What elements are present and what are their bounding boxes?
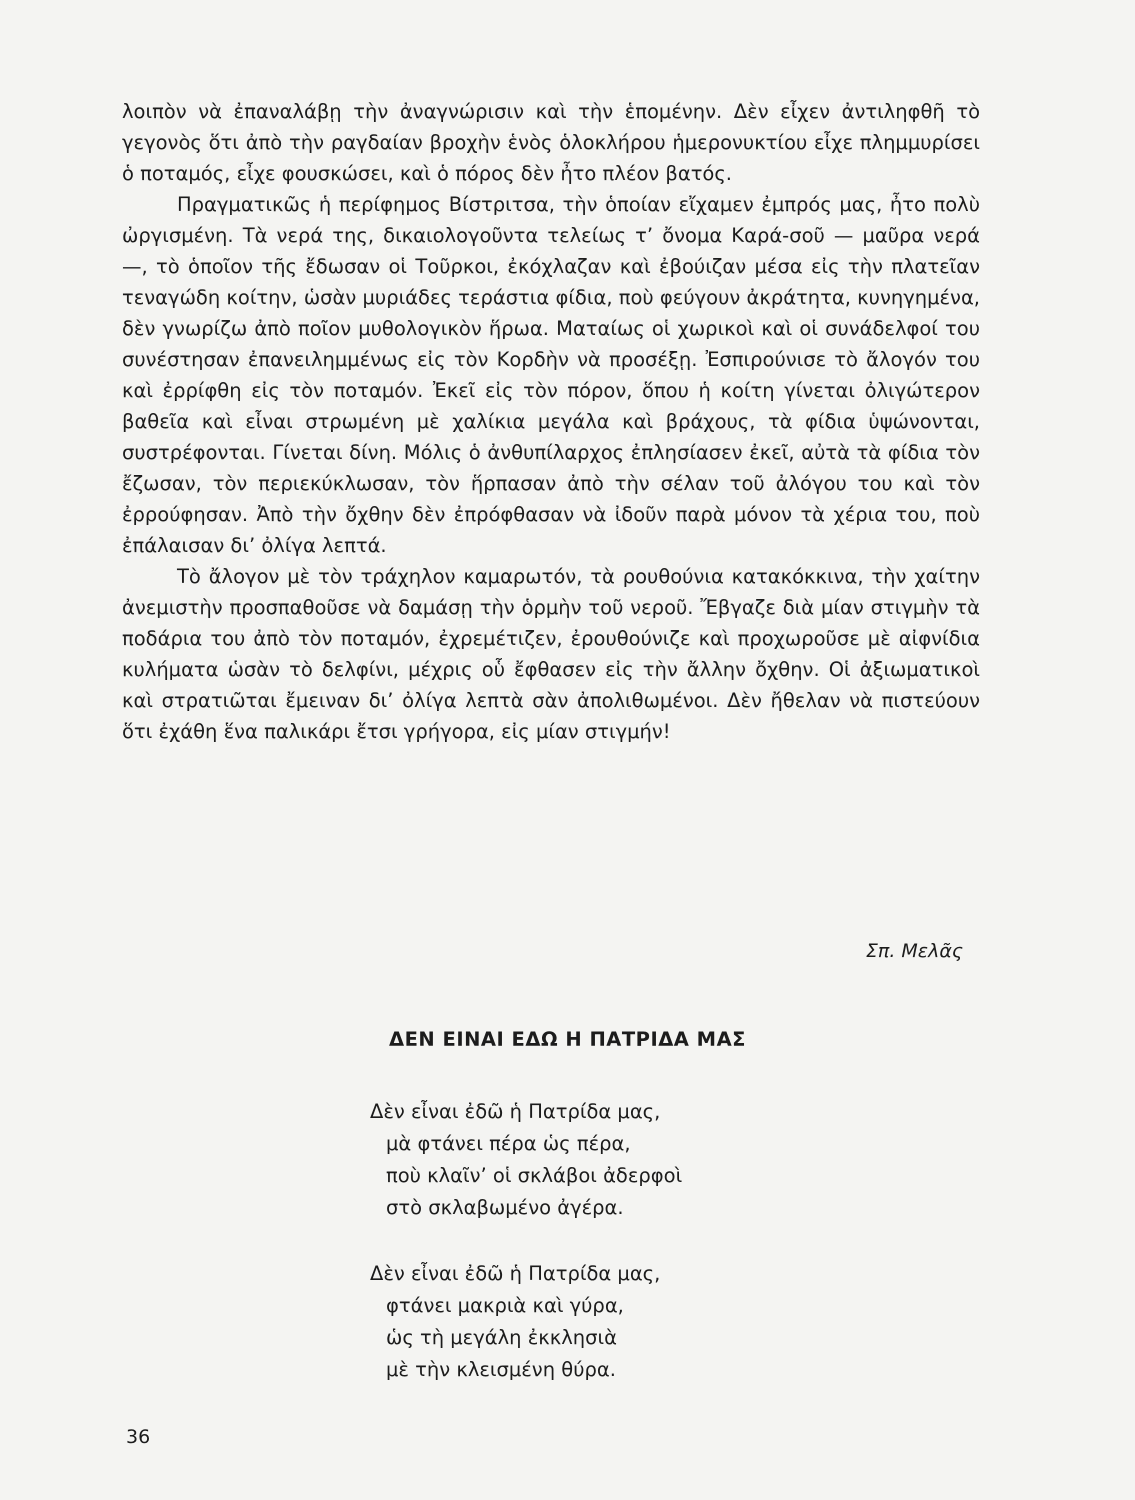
poem-title: ΔΕΝ ΕΙΝΑΙ ΕΔΩ Η ΠΑΤΡΙΔΑ ΜΑΣ <box>389 1028 746 1051</box>
poem-line: μὲ τὴν κλεισμένη θύρα. <box>386 1358 616 1381</box>
poem-line: Δὲν εἶναι ἐδῶ ἡ Πατρίδα μας, <box>370 1262 661 1285</box>
prose-body <box>122 96 980 747</box>
page-number: 36 <box>126 1426 151 1448</box>
poem-line: Δὲν εἶναι ἐδῶ ἡ Πατρίδα μας, <box>370 1100 661 1123</box>
paragraph-1: λοιπὸν νὰ ἐπαναλάβῃ τὴν ἀναγνώρισιν καὶ τὴν ἑπομένην. Δὲν εἶχεν ἀντιληφθῆ τὸ γεγονὸς ὅτι ἀπὸ τὴν ραγδαίαν βροχὴν ἑνὸς ὁλοκλήρου ἡμερονυκτίου εἶχε πλημμυρίσει ὁ ποταμός, εἶχε φουσκώσει, καὶ ὁ πόρος δὲν ἦτο πλέον βατός. <box>122 100 980 185</box>
poem-line: στὸ σκλαβωμένο ἀγέρα. <box>386 1196 624 1219</box>
paragraph-3: Τὸ ἄλογον μὲ τὸν τράχηλον καμαρωτόν, τὰ ρουθούνια κατακόκκινα, τὴν χαίτην ἀνεμιστὴν προσπαθοῦσε νὰ δαμάσῃ τὴν ὁρμὴν τοῦ νεροῦ. Ἔβγαζε διὰ μίαν στιγμὴν τὰ ποδάρια του ἀπὸ τὸν ποταμόν, ἐχρεμέτιζεν, ἐρουθούνιζε καὶ προχωροῦσε μὲ αἰφνίδια κυλήματα ὡσὰν τὸ δελφίνι, μέχρις οὗ ἔφθασεν εἰς τὴν ἄλλην ὄχθην. Οἱ ἀξιωματικοὶ καὶ στρατιῶται ἔμειναν δι’ ὀλίγα λεπτὰ σὰν ἀπολιθωμένοι. Δὲν ἤθελαν νὰ πιστεύουν ὅτι ἐχάθη ἕνα παλικάρι ἔτσι γρήγορα, εἰς μίαν στιγμήν! <box>122 565 980 743</box>
author-signature: Σπ. Μελᾶς <box>865 940 963 962</box>
poem-line: μὰ φτάνει πέρα ὡς πέρα, <box>386 1132 631 1155</box>
poem-stanza-2 <box>370 1258 660 1386</box>
poem-line: ποὺ κλαῖν’ οἱ σκλάβοι ἀδερφοὶ <box>386 1164 683 1187</box>
poem-line: φτάνει μακριὰ καὶ γύρα, <box>386 1294 624 1317</box>
poem-stanza-1 <box>370 1096 682 1224</box>
paragraph-2: Πραγματικῶς ἡ περίφημος Βίστριτσα, τὴν ὁποίαν εἴχαμεν ἐμπρός μας, ἦτο πολὺ ὠργισμένη. Τὰ νερά της, δικαιολογοῦντα τελείως τ’ ὄνομα Καρά-σοῦ — μαῦρα νερά —, τὸ ὁποῖον τῆς ἔδωσαν οἱ Τοῦρκοι, ἐκόχλαζαν καὶ ἐβούιζαν μέσα εἰς τὴν πλατεῖαν τεναγώδη κοίτην, ὡσὰν μυριάδες τεράστια φίδια, ποὺ φεύγουν ἀκράτητα, κυνηγημένα, δὲν γνωρίζω ἀπὸ ποῖον μυθολογικὸν ἥρωα. Ματαίως οἱ χωρικοὶ καὶ οἱ συνάδελφοί του συνέστησαν ἐπανειλημμένως εἰς τὸν Κορδὴν νὰ προσέξῃ. Ἐσπιρούνισε τὸ ἄλογόν του καὶ ἐρρίφθη εἰς τὸν ποταμόν. Ἐκεῖ εἰς τὸν πόρον, ὅπου ἡ κοίτη γίνεται ὀλιγώτερον βαθεῖα καὶ εἶναι στρωμένη μὲ χαλίκια μεγάλα καὶ βράχους, τὰ φίδια ὑψώνονται, συστρέφονται. Γίνεται δίνη. Μόλις ὁ ἀνθυπίλαρχος ἐπλησίασεν ἐκεῖ, αὐτὰ τὰ φίδια τὸν ἔζωσαν, τὸν περιεκύκλωσαν, τὸν ἥρπασαν ἀπὸ τὴν σέλαν τοῦ ἀλόγου του καὶ τὸν ἐρρούφησαν. Ἀπὸ τὴν ὄχθην δὲν ἐπρόφθασαν νὰ ἰδοῦν παρὰ μόνον τὰ χέρια του, ποὺ ἐπάλαισαν δι’ ὀλίγα λεπτά. <box>122 193 980 557</box>
poem-line: ὡς τὴ μεγάλη ἐκκλησιὰ <box>386 1326 617 1349</box>
